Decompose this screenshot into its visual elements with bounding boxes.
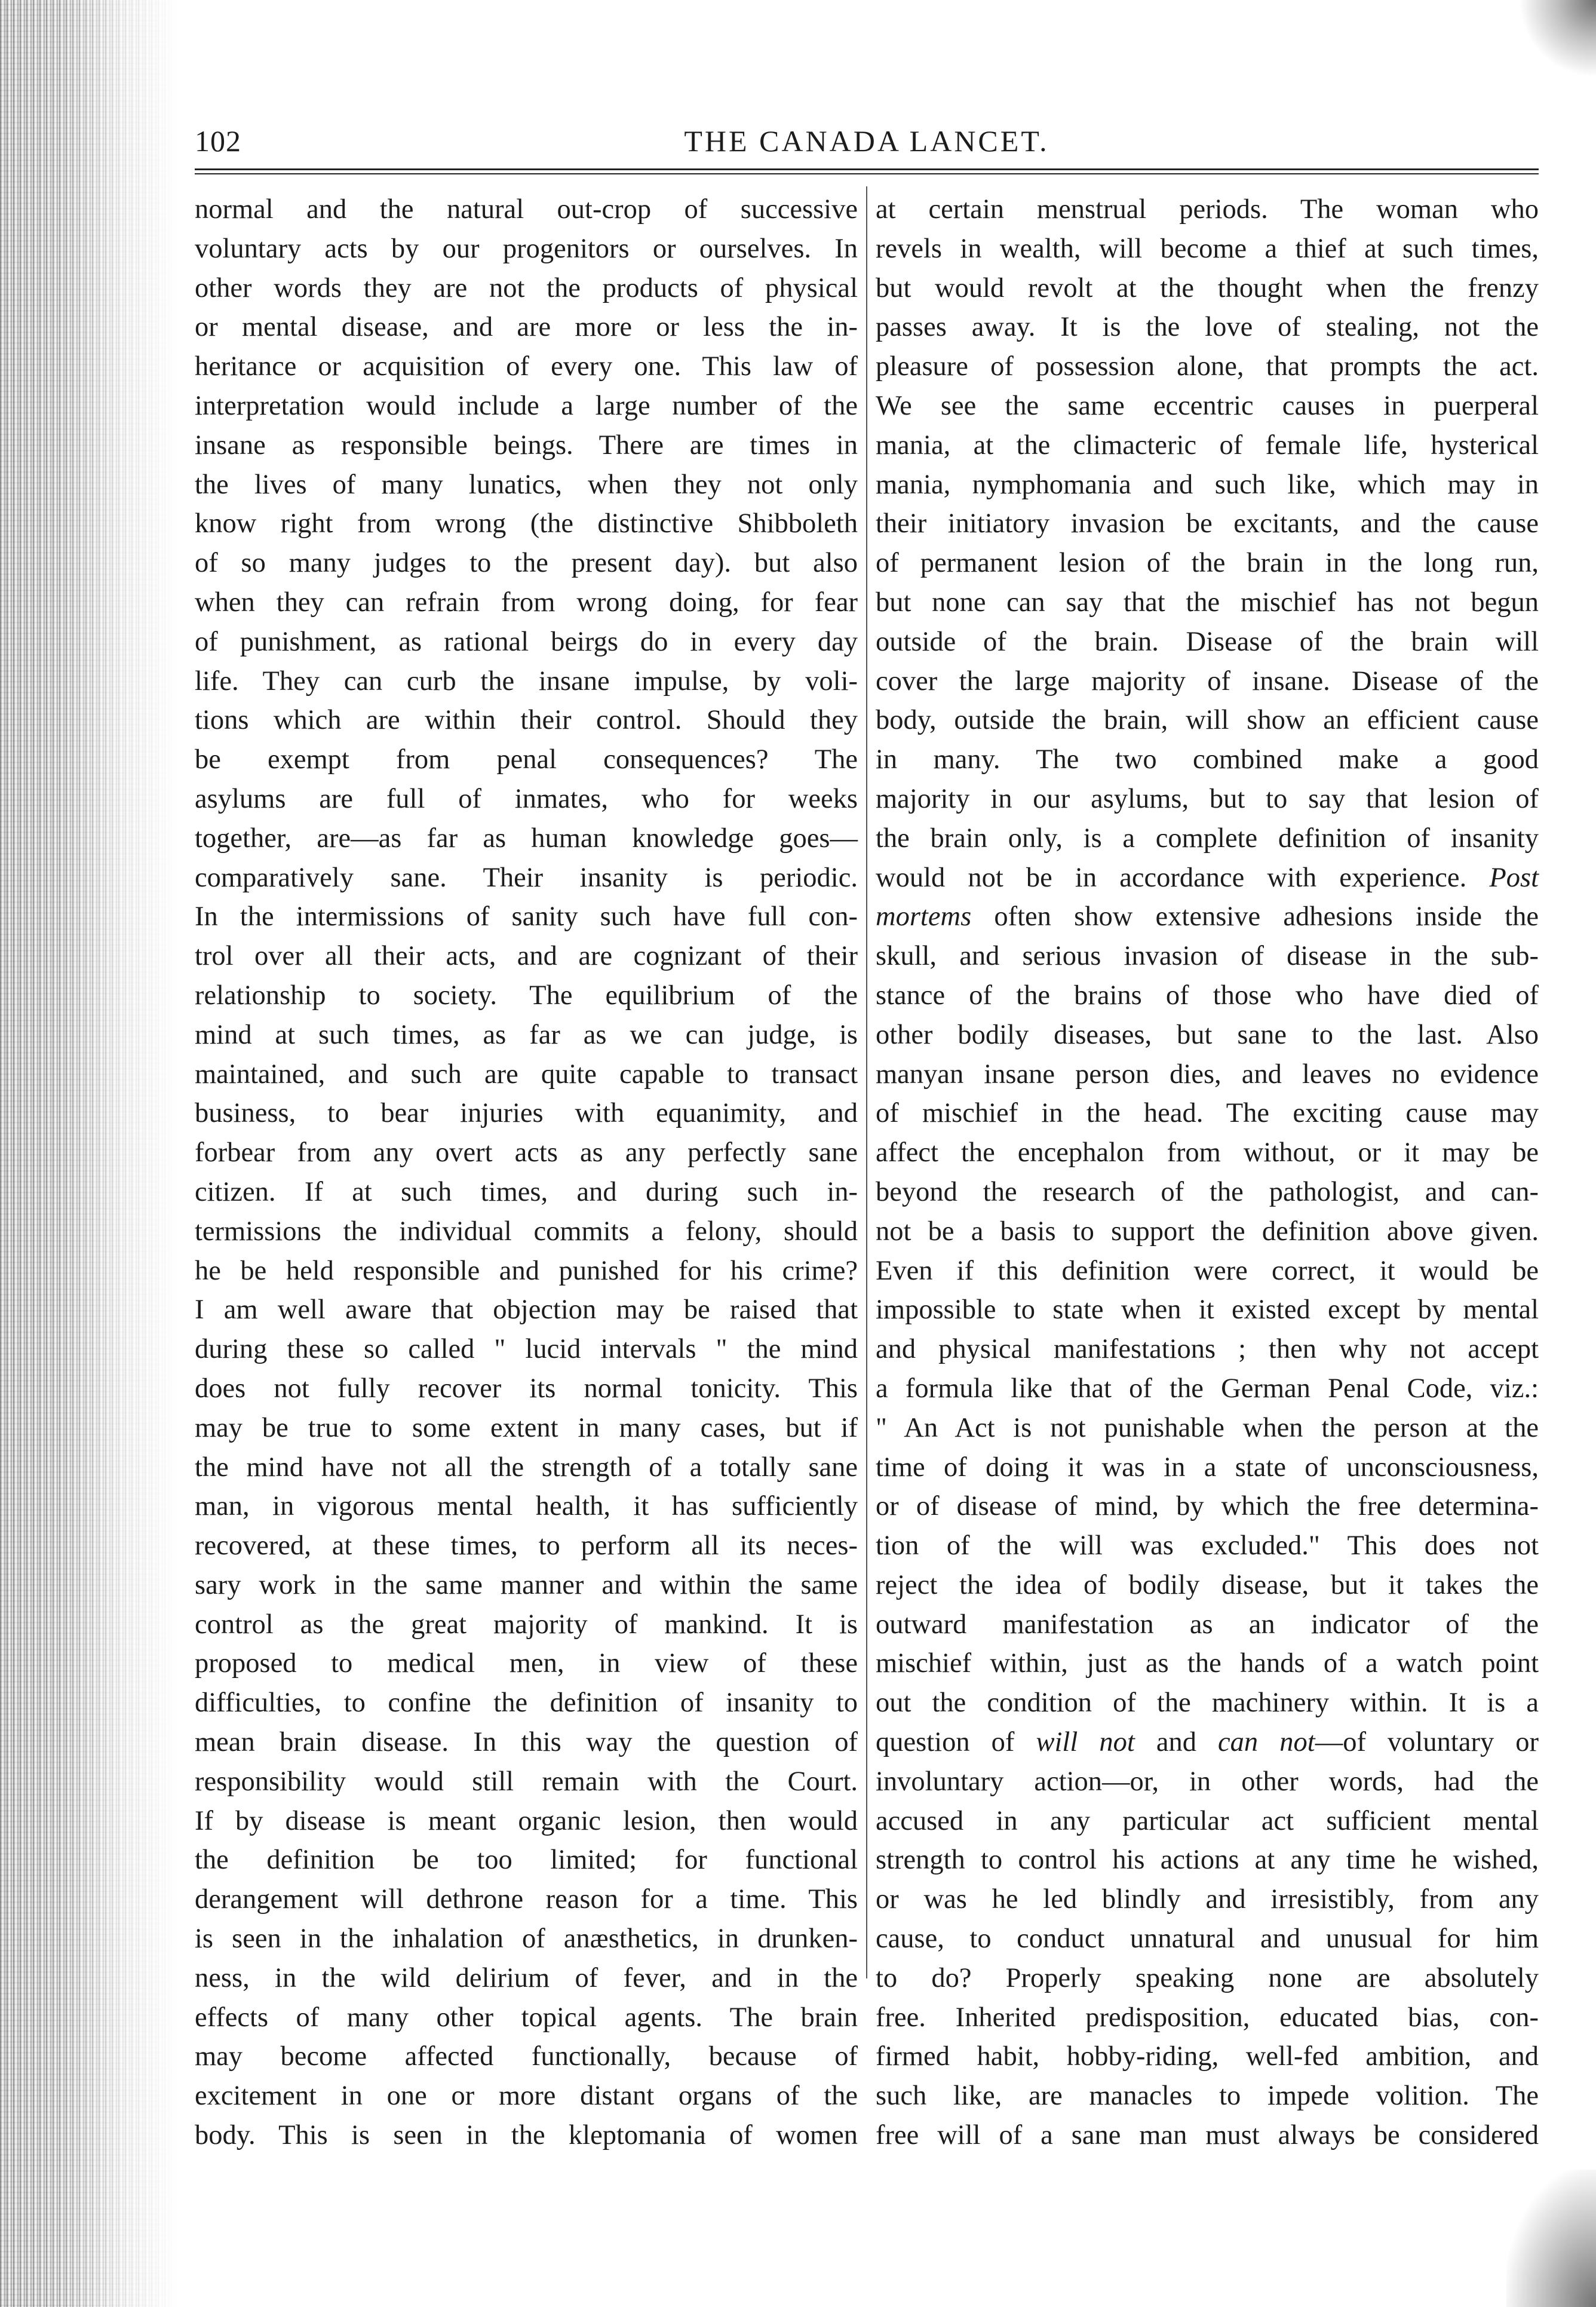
text-line: the mind have not all the strength of a totally sane <box>195 1452 858 1483</box>
text-line: control as the great majority of mankind. It is <box>195 1609 858 1640</box>
text-line: cover the large majority of insane. Disease of the <box>876 665 1539 697</box>
text-line: their initiatory invasion be excitants, and the cause <box>876 508 1539 539</box>
text-line: or was he led blindly and irresistibly, from any <box>876 1884 1539 1915</box>
text-line: ness, in the wild delirium of fever, and in the <box>195 1962 858 1993</box>
text-line: manyan insane person dies, and leaves no evidence <box>876 1059 1539 1090</box>
text-line: may become affected functionally, because of <box>195 2041 858 2072</box>
text-line: heritance or acquisition of every one. This law of <box>195 351 858 382</box>
text-line: pleasure of possession alone, that prompts the act. <box>876 351 1539 382</box>
text-line: We see the same eccentric causes in puerperal <box>876 390 1539 421</box>
running-title: THE CANADA LANCET. <box>684 124 1049 158</box>
text-line: accused in any particular act sufficient mental <box>876 1805 1539 1836</box>
text-line: he be held responsible and punished for his crime? <box>195 1255 858 1286</box>
text-line: excitement in one or more distant organs of the <box>195 2081 858 2112</box>
text-line: responsibility would still remain with the Court. <box>195 1766 858 1797</box>
text-line: such like, are manacles to impede volition. The <box>876 2081 1539 2112</box>
text-line: or of disease of mind, by which the free determina- <box>876 1491 1539 1522</box>
text-line: be exempt from penal consequences? The <box>195 744 858 775</box>
text-line: affect the encephalon from without, or it may be <box>876 1137 1539 1168</box>
text-line: derangement will dethrone reason for a time. This <box>195 1884 858 1915</box>
text-line: to do? Properly speaking none are absolutely <box>876 1962 1539 1993</box>
text-line: time of doing it was in a state of unconsciousness, <box>876 1452 1539 1483</box>
text-line: out the condition of the machinery within. It is a <box>876 1688 1539 1719</box>
text-line: comparatively sane. Their insanity is periodic. <box>195 862 858 893</box>
text-line: recovered, at these times, to perform all its neces- <box>195 1530 858 1561</box>
text-line: does not fully recover its normal tonicity. This <box>195 1373 858 1404</box>
text-line: If by disease is meant organic lesion, then would <box>195 1805 858 1836</box>
text-line: outside of the brain. Disease of the brain will <box>876 626 1539 657</box>
text-line: stance of the brains of those who have died of <box>876 980 1539 1011</box>
text-line: a formula like that of the German Penal Code, viz.: <box>876 1373 1539 1404</box>
text-line: interpretation would include a large number of the <box>195 390 858 421</box>
text-line: but would revolt at the thought when the frenzy <box>876 272 1539 303</box>
text-line: impossible to state when it existed except by mental <box>876 1294 1539 1326</box>
text-line: termissions the individual commits a felony, should <box>195 1216 858 1247</box>
text-line: voluntary acts by our progenitors or ourselves. In <box>195 233 858 264</box>
text-line: or mental disease, and are more or less the in- <box>195 312 858 343</box>
page-number: 102 <box>195 124 241 158</box>
text-line: proposed to medical men, in view of these <box>195 1648 858 1679</box>
text-line: In the intermissions of sanity such have full con- <box>195 901 858 932</box>
text-line: citizen. If at such times, and during such in- <box>195 1176 858 1207</box>
text-line: mortems often show extensive adhesions inside the <box>876 901 1539 932</box>
text-line: at certain menstrual periods. The woman who <box>876 194 1539 225</box>
text-line: maintained, and such are quite capable to transact <box>195 1059 858 1090</box>
text-line: other words they are not the products of physical <box>195 272 858 303</box>
text-line: firmed habit, hobby-riding, well-fed ambition, and <box>876 2041 1539 2072</box>
text-line: revels in wealth, will become a thief at such times, <box>876 233 1539 264</box>
text-line: passes away. It is the love of stealing, not the <box>876 312 1539 343</box>
text-line: is seen in the inhalation of anæsthetics, in drunken- <box>195 1923 858 1955</box>
text-line: Even if this definition were correct, it would be <box>876 1255 1539 1286</box>
text-line: would not be in accordance with experience. Post <box>876 862 1539 893</box>
text-line: mind at such times, as far as we can judge, is <box>195 1019 858 1050</box>
text-line: " An Act is not punishable when the person at the <box>876 1412 1539 1443</box>
scanned-binding-edge <box>0 0 179 2307</box>
text-line: not be a basis to support the definition above given. <box>876 1216 1539 1247</box>
text-line: majority in our asylums, but to say that lesion of <box>876 783 1539 814</box>
text-line: free will of a sane man must always be considered <box>876 2120 1539 2151</box>
text-line: other bodily diseases, but sane to the last. Also <box>876 1019 1539 1050</box>
text-line: skull, and serious invasion of disease in the sub- <box>876 941 1539 972</box>
text-line: the lives of many lunatics, when they not only <box>195 469 858 500</box>
text-line: life. They can curb the insane impulse, by voli- <box>195 665 858 697</box>
text-line: may be true to some extent in many cases, but if <box>195 1412 858 1443</box>
text-line: but none can say that the mischief has not begun <box>876 587 1539 618</box>
text-line: effects of many other topical agents. The brain <box>195 2002 858 2033</box>
text-line: body. This is seen in the kleptomania of women <box>195 2120 858 2151</box>
text-line: and physical manifestations ; then why not accept <box>876 1334 1539 1365</box>
text-line: strength to control his actions at any time he wished, <box>876 1845 1539 1876</box>
text-line: mania, at the climacteric of female life, hysterical <box>876 430 1539 461</box>
scan-corner-smudge-top <box>1518 0 1596 78</box>
text-line: insane as responsible beings. There are times in <box>195 430 858 461</box>
text-line: beyond the research of the pathologist, and can- <box>876 1176 1539 1207</box>
text-line: the definition be too limited; for functional <box>195 1845 858 1876</box>
text-line: normal and the natural out-crop of successive <box>195 194 858 225</box>
text-line: know right from wrong (the distinctive Shibboleth <box>195 508 858 539</box>
text-line: cause, to conduct unnatural and unusual for him <box>876 1923 1539 1955</box>
page-header <box>195 117 1539 165</box>
text-line: the brain only, is a complete definition of insanity <box>876 823 1539 854</box>
text-line: man, in vigorous mental health, it has sufficiently <box>195 1491 858 1522</box>
text-line: reject the idea of bodily disease, but it takes the <box>876 1569 1539 1600</box>
right-text-column <box>876 190 1539 2155</box>
text-line: in many. The two combined make a good <box>876 744 1539 775</box>
text-line: body, outside the brain, will show an efficient cause <box>876 705 1539 736</box>
text-line: of punishment, as rational beirgs do in every day <box>195 626 858 657</box>
text-line: trol over all their acts, and are cognizant of their <box>195 941 858 972</box>
text-line: mischief within, just as the hands of a watch point <box>876 1648 1539 1679</box>
text-line: of permanent lesion of the brain in the long run, <box>876 548 1539 579</box>
text-line: forbear from any overt acts as any perfectly sane <box>195 1137 858 1168</box>
text-line: business, to bear injuries with equanimity, and <box>195 1098 858 1129</box>
text-line: involuntary action—or, in other words, had the <box>876 1766 1539 1797</box>
text-line: during these so called " lucid intervals " the mind <box>195 1334 858 1365</box>
text-line: of so many judges to the present day). but also <box>195 548 858 579</box>
text-line: question of will not and can not—of voluntary or <box>876 1727 1539 1758</box>
text-line: difficulties, to confine the definition of insanity to <box>195 1688 858 1719</box>
text-line: asylums are full of inmates, who for weeks <box>195 783 858 814</box>
text-line: when they can refrain from wrong doing, for fear <box>195 587 858 618</box>
header-double-rule <box>195 168 1539 174</box>
text-line: sary work in the same manner and within the same <box>195 1569 858 1600</box>
text-line: together, are—as far as human knowledge goes— <box>195 823 858 854</box>
text-line: free. Inherited predisposition, educated bias, con- <box>876 2002 1539 2033</box>
text-line: mania, nymphomania and such like, which may in <box>876 469 1539 500</box>
column-divider <box>866 186 867 1978</box>
text-line: outward manifestation as an indicator of the <box>876 1609 1539 1640</box>
text-line: relationship to society. The equilibrium of the <box>195 980 858 1011</box>
text-line: I am well aware that objection may be raised that <box>195 1294 858 1326</box>
scan-corner-smudge-bottom <box>1506 2170 1596 2307</box>
text-line: of mischief in the head. The exciting cause may <box>876 1098 1539 1129</box>
text-line: mean brain disease. In this way the question of <box>195 1727 858 1758</box>
text-line: tion of the will was excluded." This does not <box>876 1530 1539 1561</box>
text-line: tions which are within their control. Should they <box>195 705 858 736</box>
left-text-column <box>195 190 858 2155</box>
